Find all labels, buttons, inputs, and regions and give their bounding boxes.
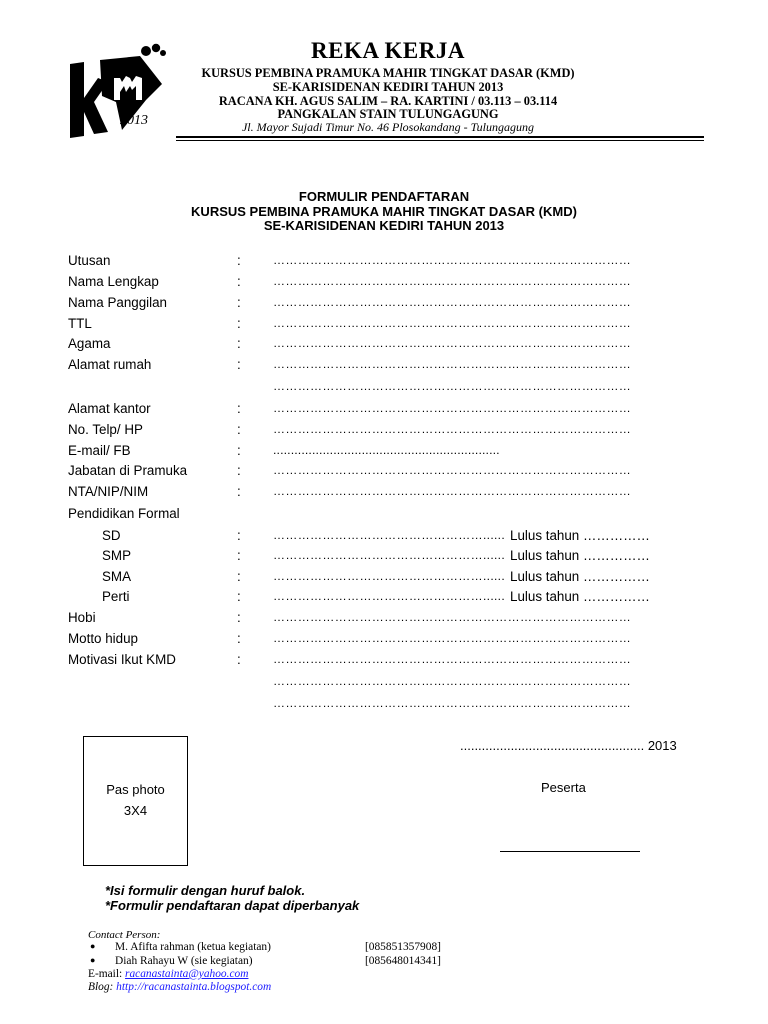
field-colon: : <box>237 401 241 416</box>
field-email <box>0 443 768 463</box>
email-label: E-mail: <box>88 968 123 980</box>
field-blank[interactable]: …………………………………………………………………………… <box>273 696 632 710</box>
field-blank[interactable]: …………………………………………………………………………… <box>273 316 632 330</box>
signature-role: Peserta <box>541 780 586 795</box>
contact-phone: [085851357908] <box>365 941 441 953</box>
field-label: Pendidikan Formal <box>68 506 180 521</box>
form-title: FORMULIR PENDAFTARAN <box>298 189 470 204</box>
field-hobi <box>0 610 768 630</box>
form-subtitle-2: SE-KARISIDENAN KEDIRI TAHUN 2013 <box>263 218 505 233</box>
field-label: Alamat kantor <box>68 401 151 416</box>
field-blank[interactable]: …………………………………………………………………………… <box>273 401 632 415</box>
field-blank[interactable]: …………………………………………………………………………… <box>273 652 632 666</box>
field-label: SMP <box>102 548 132 563</box>
field-colon: : <box>237 569 241 584</box>
note-2: *Formulir pendaftaran dapat diperbanyak <box>105 898 360 913</box>
field-label: Nama Lengkap <box>68 274 159 289</box>
contact-name: M. Afifta rahman (ketua kegiatan) <box>115 941 271 953</box>
field-blank[interactable]: ................................................................ <box>273 443 500 457</box>
field-blank[interactable]: …………………………………………………………………………… <box>273 336 632 350</box>
field-nama-lengkap <box>0 274 768 294</box>
field-colon: : <box>237 528 241 543</box>
field-utusan <box>0 253 768 273</box>
contact-email-line <box>88 968 248 980</box>
signature-line[interactable] <box>500 851 640 852</box>
letterhead-title: REKA KERJA <box>311 38 465 63</box>
field-sd <box>0 528 768 548</box>
field-sma <box>0 569 768 589</box>
field-blank[interactable]: …………………………………………………………………………… <box>273 484 632 498</box>
field-blank[interactable]: ……………………………………………...... <box>273 548 506 562</box>
letterhead-line-2: SE-KARISIDENAN KEDIRI TAHUN 2013 <box>272 80 504 94</box>
field-label: E-mail/ FB <box>68 443 131 458</box>
field-motivasi-cont-1 <box>0 674 768 694</box>
field-nama-panggilan <box>0 295 768 315</box>
field-blank[interactable]: …………………………………………………………………………… <box>273 674 632 688</box>
contact-person <box>88 955 528 969</box>
field-colon: : <box>237 548 241 563</box>
field-jabatan <box>0 463 768 483</box>
lulus-tahun[interactable]: Lulus tahun …………… <box>510 569 650 584</box>
field-label: TTL <box>68 316 92 331</box>
letterhead-line-1: KURSUS PEMBINA PRAMUKA MAHIR TINGKAT DASAR (KMD) <box>201 66 575 80</box>
field-colon: : <box>237 316 241 331</box>
bullet-icon: ● <box>90 955 96 965</box>
field-colon: : <box>237 463 241 478</box>
field-label: SMA <box>102 569 132 584</box>
field-blank[interactable]: …………………………………………………………………………… <box>273 463 632 477</box>
letterhead-line-3: RACANA KH. AGUS SALIM – RA. KARTINI / 03.113 – 03.114 <box>218 94 558 108</box>
field-perti <box>0 589 768 609</box>
field-label: NTA/NIP/NIM <box>68 484 149 499</box>
field-label: Perti <box>102 589 130 604</box>
field-blank[interactable]: …………………………………………………………………………… <box>273 274 632 288</box>
field-pendidikan <box>0 506 768 526</box>
field-colon: : <box>237 484 241 499</box>
contact-blog-line <box>88 981 271 993</box>
field-blank[interactable]: …………………………………………………………………………… <box>273 357 632 371</box>
contact-label: Contact Person: <box>88 929 161 941</box>
field-ttl <box>0 316 768 336</box>
blog-link[interactable]: http://racanastainta.blogspot.com <box>116 981 272 993</box>
field-blank[interactable]: …………………………………………………………………………… <box>273 610 632 624</box>
field-alamat-rumah-cont <box>0 379 768 399</box>
field-motivasi-cont-2 <box>0 696 768 716</box>
bullet-icon: ● <box>90 941 96 951</box>
field-colon: : <box>237 652 241 667</box>
field-blank[interactable]: ……………………………………………...... <box>273 528 506 542</box>
photo-size: 3X4 <box>123 803 148 818</box>
contact-name: Diah Rahayu W (sie kegiatan) <box>115 955 253 967</box>
field-colon: : <box>237 274 241 289</box>
field-label: No. Telp/ HP <box>68 422 143 437</box>
field-agama <box>0 336 768 356</box>
field-blank[interactable]: ……………………………………………...... <box>273 569 506 583</box>
field-label: Agama <box>68 336 111 351</box>
photo-box <box>83 736 188 866</box>
photo-label: Pas photo <box>106 782 165 797</box>
field-alamat-kantor <box>0 401 768 421</box>
field-label: Hobi <box>68 610 96 625</box>
field-nta <box>0 484 768 504</box>
email-link[interactable]: racanastainta@yahoo.com <box>125 968 249 980</box>
logo-year: 2013 <box>120 113 148 128</box>
field-motivasi <box>0 652 768 672</box>
letterhead-line-4: PANGKALAN STAIN TULUNGAGUNG <box>277 107 499 121</box>
field-blank[interactable]: …………………………………………………………………………… <box>273 295 632 309</box>
lulus-tahun[interactable]: Lulus tahun …………… <box>510 528 650 543</box>
field-colon: : <box>237 631 241 646</box>
note-1: *Isi formulir dengan huruf balok. <box>105 883 306 898</box>
contact-phone: [085648014341] <box>365 955 441 967</box>
field-colon: : <box>237 422 241 437</box>
form-subtitle-1: KURSUS PEMBINA PRAMUKA MAHIR TINGKAT DASAR (KMD) <box>191 204 577 219</box>
field-motto <box>0 631 768 651</box>
field-label: SD <box>102 528 121 543</box>
lulus-tahun[interactable]: Lulus tahun …………… <box>510 589 650 604</box>
field-colon: : <box>237 443 241 458</box>
field-colon: : <box>237 357 241 372</box>
field-blank[interactable]: …………………………………………………………………………… <box>273 422 632 436</box>
field-blank[interactable]: ……………………………………………...... <box>273 589 506 603</box>
field-blank[interactable]: …………………………………………………………………………… <box>273 379 632 393</box>
field-colon: : <box>237 610 241 625</box>
letterhead-address: Jl. Mayor Sujadi Timur No. 46 Plosokandang - Tulungagung <box>241 120 534 134</box>
field-blank[interactable]: …………………………………………………………………………… <box>273 631 632 645</box>
field-label: Motto hidup <box>68 631 138 646</box>
contact-person <box>88 941 528 955</box>
field-label: Utusan <box>68 253 111 268</box>
lulus-tahun[interactable]: Lulus tahun …………… <box>510 548 650 563</box>
field-colon: : <box>237 336 241 351</box>
field-telp <box>0 422 768 442</box>
date-line[interactable]: ................................................... 2013 <box>460 738 677 753</box>
field-blank[interactable]: …………………………………………………………………………… <box>273 253 632 267</box>
field-label: Jabatan di Pramuka <box>68 463 188 478</box>
field-label: Motivasi Ikut KMD <box>68 652 176 667</box>
field-colon: : <box>237 295 241 310</box>
field-smp <box>0 548 768 568</box>
field-label: Alamat rumah <box>68 357 152 372</box>
blog-label: Blog: <box>88 981 114 993</box>
field-colon: : <box>237 589 241 604</box>
field-alamat-rumah <box>0 357 768 377</box>
field-colon: : <box>237 253 241 268</box>
field-label: Nama Panggilan <box>68 295 168 310</box>
